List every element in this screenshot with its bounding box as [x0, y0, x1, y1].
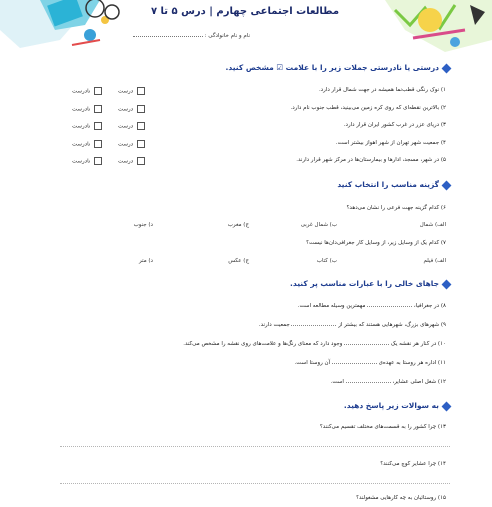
q7-option-d[interactable]: د) متر — [139, 258, 153, 264]
question-6: ۶) کدام گزینه جهت فرعی را نشان می‌دهد؟ — [346, 205, 446, 211]
checkbox-icon[interactable] — [137, 87, 145, 95]
question-13: ۱۳) چرا کشور را به قسمت‌های مختلف تقسیم می‌کنند؟ — [319, 424, 446, 430]
student-name-line — [120, 32, 250, 39]
true-option[interactable]: درست — [118, 157, 145, 165]
tf-statement-5: ۵) در شهر، مسجد، ادارها و بیمارستان‌ها در مرکز شهر قرار دارند. — [296, 157, 446, 163]
blank-field[interactable] — [367, 302, 412, 307]
checkbox-icon[interactable] — [94, 140, 102, 148]
question-7: ۷) کدام یک از وسایل زیر، از وسایل کار جغرافی‌دان‌ها نیست؟ — [306, 240, 446, 246]
blank-field[interactable] — [346, 378, 391, 383]
false-option[interactable]: نادرست — [72, 140, 102, 148]
false-option[interactable]: نادرست — [72, 157, 102, 165]
checkbox-icon[interactable] — [94, 122, 102, 130]
q7-option-b[interactable]: ب) کتاب — [316, 258, 337, 264]
tf-statement-2: ۲) بالاترین نقطه‌ای که روی کره زمین می‌بینید، قطب جنوب نام دارد. — [290, 105, 446, 111]
blank-field[interactable] — [344, 340, 389, 345]
checkbox-icon[interactable] — [137, 140, 145, 148]
checkbox-icon[interactable] — [137, 105, 145, 113]
q7-option-c[interactable]: ج) عکس — [228, 258, 249, 264]
diamond-bullet-icon — [442, 279, 452, 289]
question-14: ۱۴) چرا عشایر کوچ می‌کنند؟ — [380, 461, 446, 467]
fill-blank-11: ۱۱) اداره هر روستا به عهده‌ی آن روستا است. — [294, 360, 446, 366]
checkbox-icon[interactable] — [94, 157, 102, 165]
fill-blank-12: ۱۲) شغل اصلی عشایر، است. — [330, 379, 446, 385]
true-option[interactable]: درست — [118, 140, 145, 148]
false-option[interactable]: نادرست — [72, 87, 102, 95]
checkbox-icon[interactable] — [94, 87, 102, 95]
checkbox-icon[interactable] — [137, 157, 145, 165]
q6-option-c[interactable]: ج) مغرب — [227, 222, 249, 228]
corner-decoration-right — [355, 0, 492, 55]
true-option[interactable]: درست — [118, 105, 145, 113]
fill-blank-10: ۱۰) در کنار هر نقشه یک وجود دارد که معنای رنگ‌ها و علامت‌های روی نقشه را مشخص می‌کند. — [183, 341, 446, 347]
diamond-bullet-icon — [442, 401, 452, 411]
checkbox-icon[interactable] — [94, 105, 102, 113]
diamond-bullet-icon — [442, 180, 452, 190]
fill-blank-8: ۸) در جغرافیا، مهمترین وسیله مطالعه است. — [297, 303, 446, 309]
true-option[interactable]: درست — [118, 122, 145, 130]
section1-heading: درستی یا نادرستی جملات زیر را با علامت ☑ مشخص کنید. — [150, 63, 450, 72]
false-option[interactable]: نادرست — [72, 105, 102, 113]
page-title: مطالعات اجتماعی چهارم | درس ۵ تا ۷ — [150, 6, 340, 17]
answer-line[interactable] — [60, 483, 450, 484]
diamond-bullet-icon — [442, 63, 452, 73]
blank-field[interactable] — [332, 359, 377, 364]
tf-statement-1: ۱) نوک رنگی قطب‌نما همیشه در جهت شمال قرار دارد. — [318, 87, 446, 93]
name-label: نام و نام خانوادگی : — [204, 33, 250, 39]
q7-option-a[interactable]: الف) فیلم — [423, 258, 446, 264]
false-option[interactable]: نادرست — [72, 122, 102, 130]
corner-decoration-left — [0, 0, 120, 50]
checkbox-icon[interactable] — [137, 122, 145, 130]
question-15: ۱۵) روستائیان به چه کارهایی مشغولند؟ — [356, 495, 446, 501]
fill-blank-9: ۹) شهرهای بزرگ، شهرهایی هستند که بیشتر از جمعیت دارند. — [258, 322, 446, 328]
blank-field[interactable] — [291, 321, 336, 326]
answer-line[interactable] — [60, 446, 450, 447]
tf-statement-4: ۴) جمعیت شهر تهران از شهر اهواز بیشتر است. — [335, 140, 446, 146]
true-option[interactable]: درست — [118, 87, 145, 95]
section2-heading: گزینه مناسب را انتخاب کنید — [250, 180, 450, 189]
tf-statement-3: ۳) دریای عزر در غرب کشور ایران قرار دارد. — [343, 122, 446, 128]
section4-heading: به سوالات زیر پاسخ دهید. — [250, 401, 450, 410]
q6-option-d[interactable]: د) جنوب — [133, 222, 153, 228]
section3-heading: جاهای خالی را با عبارات مناسب پر کنید. — [220, 279, 450, 288]
q6-option-b[interactable]: ب) شمال غربی — [300, 222, 337, 228]
q6-option-a[interactable]: الف) شمال — [419, 222, 446, 228]
